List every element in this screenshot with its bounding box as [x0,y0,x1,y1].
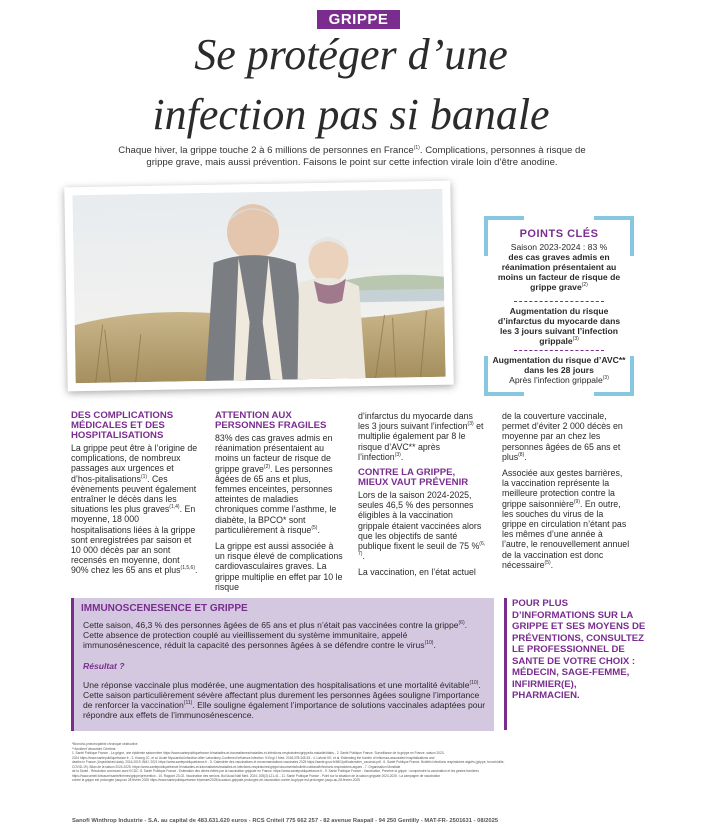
references [72,742,642,783]
reference-line: de la Santé - Résolution commune avec ECDC. 8. Santé Publique France - Estimation des décès évités par la vaccination grippale en France. https://www.santepubliquefrance.fr - 9. Santé Publique France - Vaccination. Prévenir la grippe : comprendre la vaccination et les gestes barrières [72,769,479,773]
more-info-text: POUR PLUS D’INFORMATIONS SUR LA GRIPPE ET SES MOYENS DE PRÉVENTIONS, CONSULTEZ LE PROFESSIONNEL DE SANTE DE VOTRE CHOIX : MÉDECIN, SAGE-FEMME, INFIRMIER(E), PHARMACIEN. [512,598,646,701]
column-text: 83% des cas graves admis en réanimation présentaient au moins un facteur de risque de grippe grave$^{(2)}$. Les personnes âgées de 65 ans et plus, femmes enceintes, personnes atteintes de maladies chroniques comme l’asthme, le diabète, la BPCO* sont particulièrement à risque$^{(5)}$. [215,433,337,535]
couple-photo [64,181,454,392]
reference-line: deaths in France (Unpublished data). 2016-2019. BMJ. 2021 https://www.santepubliquefrance.fr - 5. Calendrier des vaccinations et recommandations vaccinales 2025 https://sante.gouv.fr/IMG/pdf/calendrier_vaccinal.pdf - 6. Santé Publique France. Bulletin infections respiratoires aiguës (grippe, bronchiolite, [72,760,505,764]
reference-line: contre la grippe est prolongée jusqu’au 28 février 2025 https://www.santepubliquefrance.fr/presse/2025/la-saison-grippale-prolongee-de-vaccination-contre-la-grippe-est-prolongee-jusqu-au-28-fevrier-2025 [72,778,360,782]
key-point-separator [514,301,604,302]
column-fragile-people [215,411,343,598]
accent-bar [504,598,507,730]
accent-bar [71,598,74,731]
column-vaccination [502,411,630,576]
immuno-result-label: Résultat ? [83,661,125,671]
column-text: La grippe est aussi associée à un risque élevé de complications cardiovasculaires graves. La grippe multiplie en effet par 10 le risque [215,541,343,592]
reference-line: 2024 https://www.santepubliquefrance.fr - 3. Kwong JC, et al. Acute Myocardial Infarction after Laboratory-Confirmed Influenza Infection. N Engl J Med. 2018;378:345-53 - 4. Lafond KE, et al. Estimating the burden of influenza-associated hospitalizations and [72,755,435,760]
key-point-3: Augmentation du risque d’AVC** dans les 28 jours Après l’infection grippale$^{(3)}$ [492,355,626,385]
key-point-2: Augmentation du risque d’infarctus du myocarde dans les 3 jours suivant l’infection grippale$^{(3)}$ [497,306,621,346]
column-heading: CONTRE LA GRIPPE, MIEUX VAUT PRÉVENIR [358,467,469,489]
immuno-heading: IMMUNOSCENESENCE ET GRIPPE [81,603,248,614]
photo-illustration [72,189,445,383]
article-title-line2: infection pas si banale [152,90,550,139]
reference-line: *Broncho-pneumopathie chronique obstructive [72,742,138,746]
column-text: Associée aux gestes barrières, la vaccination représente la meilleure protection contre la grippe saisonnière$^{(9)}$. En outre, les souches du virus de la grippe en circulation n’étant pas les mêmes d’une année à l’autre, le renouvellement annuel de la vaccination est donc nécessaire$^{(5)}$. [502,468,630,570]
immuno-paragraph-2: Une réponse vaccinale plus modérée, une augmentation des hospitalisations et une mortalité évitable$^{(10)}$. Cette saison particulièrement sévère affectant plus durement les personnes âgées souligne l’importance de renforcer la vaccination$^{(11)}$. Elle souligne également l’importance de solutions vaccinales adaptées pour répondre aux effets de l’immunosénescence. [83,680,486,720]
immunosenescence-box [71,598,494,731]
reference-line: https://www.ameli.fr/assure/sante/themes/grippe/prevention - 10. Rapport 23-02. Vaccination des seniors. Bull Acad Natl Med. 2024; 208(3):121-41 - 11. Santé Publique France - Point sur la situation de la saison grippale 2024-2025 : La campagne de vaccination [72,773,441,778]
column-text: La grippe peut être à l’origine de complications, de nombreux passages aux urgences et d’hos-pitalisations$^{(1)}$. Ces évènements peuvent également entraîner le décès dans les situations les plus graves$^{(1,4)}$. En moyenne, 18 000 hospitalisations liées à la grippe sont enregistrées par saison et 10 000 décès par an sont recensés en moyenne, dont 90% chez les 65 ans et plus$^{(1,5,6)}$. [71,443,198,576]
key-point-1: Saison 2023-2024 : 83 % des cas graves admis en réanimation présentaient au moins un facteur de risque de grippe grave$^{(2)}$ [497,242,621,292]
column-heading: ATTENTION AUX PERSONNES FRAGILES [215,410,327,431]
article-title-line1: Se protéger d’une [194,30,508,79]
column-heading: DES COMPLICATIONS MÉDICALES ET DES HOSPITALISATIONS [71,410,174,441]
column-prevention [358,411,486,584]
column-text: La vaccination, en l’état actuel [358,567,476,578]
key-points-title: POINTS CLÉS [519,228,599,240]
reference-line: COVID-19). Bilan de la saison 2024-2025. https://www.santepubliquefrance.fr/maladies-et-traumatismes/maladies-et-infections-respiratoires/grippe/documents/bulletin-national/infections-respiratoires-aigues - 7. Organisation Mondiale [72,764,401,769]
reference-line: **Accident Vasculaire Cérébral [72,746,116,751]
category-badge: GRIPPE [317,10,400,29]
column-text: d’infarctus du myocarde dans les 3 jours suivant l’infection$^{(3)}$ et multiplie également par 8 le risque d’AVC** après l’infection$^{(3)}$. [358,411,484,462]
key-point-separator [514,350,604,351]
column-text: de la couverture vaccinale, permet d’éviter 2 000 décès en moyenne par an chez les personnes âgées de 65 ans et plus$^{(8)}$. [502,411,623,462]
column-text: Lors de la saison 2024-2025, seules 46,5 % des personnes éligibles à la vaccination grippale étaient vaccinées alors que les objectifs de santé publique fixent le seuil de 75 %$^{(6, 7)}$. [358,490,486,562]
legal-footer: Sanofi Winthrop Industrie - S.A. au capital de 483.631.620 euros - RCS Créteil 775 662 257 - 82 avenue Raspail - 94 250 Gentilly - MAT-FR- 2501631 - 08/2025 [72,818,499,824]
intro-paragraph: Chaque hiver, la grippe touche 2 à 6 millions de personnes en France$^{(1)}$. Complications, personnes à risque de grippe grave, mais aussi prévention. Faisons le point sur cette infection virale loin d’être anodine. [118,144,586,168]
column-complications [71,411,199,582]
reference-line: 1. Santé Publique France - La grippe, une épidémie saisonnière https://www.santepubliquefrance.fr/maladies-et-traumatismes/maladies-et-infections-respiratoires/grippe/la-maladie/#tabs - 2. Santé Publique France. Surveillance de la grippe en France, saison 2023- [72,751,445,755]
more-info-box [504,598,644,730]
key-points-box [484,216,634,396]
immuno-paragraph-1: Cette saison, 46,3 % des personnes âgées de 65 ans et plus n’était pas vaccinées contre la grippe$^{(6)}$. Cette absence de protection couplé au vieillissement du système immunitaire, appelé immunosénescence, réduit la capacité des personnes âgées à se défendre contre le virus$^{(10)}$. [83,620,468,650]
